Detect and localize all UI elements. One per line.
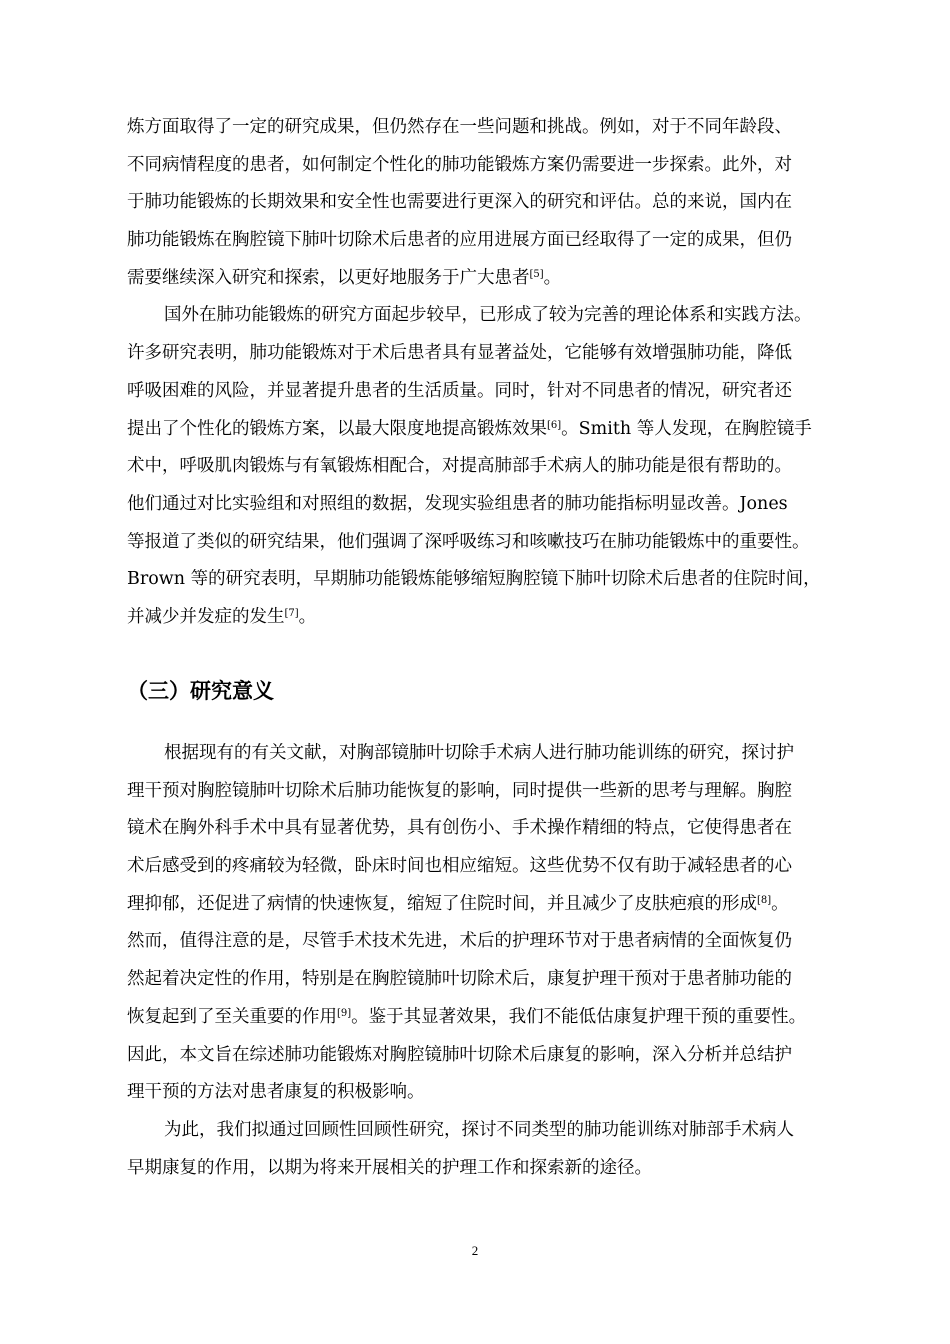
- text-line: 恢复起到了至关重要的作用[9]。鉴于其显著效果，我们不能低估康复护理干预的重要性。: [127, 1006, 807, 1027]
- text-line: 不同病情程度的患者，如何制定个性化的肺功能锻炼方案仍需要进一步探索。此外，对: [127, 154, 792, 175]
- text-line: 理干预对胸腔镜肺叶切除术后肺功能恢复的影响，同时提供一些新的思考与理解。胸腔: [127, 780, 792, 801]
- text-line: 理干预的方法对患者康复的积极影响。: [127, 1082, 425, 1103]
- text-line: 然而，值得注意的是，尽管手术技术先进，术后的护理环节对于患者病情的全面恢复仍: [127, 931, 792, 952]
- text-line: 术后感受到的疼痛较为轻微，卧床时间也相应缩短。这些优势不仅有助于减轻患者的心: [127, 856, 792, 877]
- text-line: 术中，呼吸肌肉锻炼与有氧锻炼相配合，对提高肺部手术病人的肺功能是很有帮助的。: [127, 456, 792, 477]
- text-line: 肺功能锻炼在胸腔镜下肺叶切除术后患者的应用进展方面已经取得了一定的成果，但仍: [127, 230, 792, 251]
- text-line: 呼吸困难的风险，并显著提升患者的生活质量。同时，针对不同患者的情况，研究者还: [127, 380, 792, 401]
- text-line: 于肺功能锻炼的长期效果和安全性也需要进行更深入的研究和评估。总的来说，国内在: [127, 192, 792, 213]
- citation-ref: [6]: [547, 419, 562, 431]
- text-line: 提出了个性化的锻炼方案，以最大限度地提高锻炼效果[6]。Smith 等人发现，在胸腔镜手: [127, 418, 812, 439]
- text-line: 理抑郁，还促进了病情的快速恢复，缩短了住院时间，并且减少了皮肤疤痕的形成[8]。: [127, 893, 789, 914]
- text-line: 然起着决定性的作用，特别是在胸腔镜肺叶切除术后，康复护理干预对于患者肺功能的: [127, 969, 792, 990]
- citation-ref: [9]: [337, 1007, 352, 1019]
- text-line: 根据现有的有关文献，对胸部镜肺叶切除手术病人进行肺功能训练的研究，探讨护: [164, 743, 794, 763]
- section-heading: （三）研究意义: [127, 679, 274, 703]
- text-line: 等报道了类似的研究结果，他们强调了深呼吸练习和咳嗽技巧在肺功能锻炼中的重要性。: [127, 531, 810, 552]
- citation-ref: [7]: [284, 607, 299, 619]
- text-line: 需要继续深入研究和探索，以更好地服务于广大患者[5]。: [127, 267, 562, 288]
- paragraph-significance: [127, 735, 863, 1187]
- text-line: 他们通过对比实验组和对照组的数据，发现实验组患者的肺功能指标明显改善。Jones: [127, 493, 788, 514]
- paragraph-domestic-research: [127, 109, 863, 637]
- text-line: 许多研究表明，肺功能锻炼对于术后患者具有显著益处，它能够有效增强肺功能，降低: [127, 343, 792, 364]
- text-line: 镜术在胸外科手术中具有显著优势，具有创伤小、手术操作精细的特点，它使得患者在: [127, 818, 792, 839]
- text-line: 并减少并发症的发生[7]。: [127, 606, 317, 627]
- text-line: 为此，我们拟通过回顾性回顾性研究，探讨不同类型的肺功能训练对肺部手术病人: [164, 1119, 794, 1140]
- citation-ref: [8]: [757, 894, 772, 906]
- page-number: 2: [471, 1243, 479, 1258]
- text-line: 早期康复的作用，以期为将来开展相关的护理工作和探索新的途径。: [127, 1157, 652, 1178]
- text-line: 炼方面取得了一定的研究成果，但仍然存在一些问题和挑战。例如，对于不同年龄段、: [127, 117, 792, 137]
- citation-ref: [5]: [529, 268, 544, 280]
- text-line: Brown 等的研究表明，早期肺功能锻炼能够缩短胸腔镜下肺叶切除术后患者的住院时间，: [127, 569, 821, 590]
- text-line: 国外在肺功能锻炼的研究方面起步较早，已形成了较为完善的理论体系和实践方法。: [164, 305, 812, 326]
- text-line: 因此，本文旨在综述肺功能锻炼对胸腔镜肺叶切除术后康复的影响，深入分析并总结护: [127, 1044, 792, 1065]
